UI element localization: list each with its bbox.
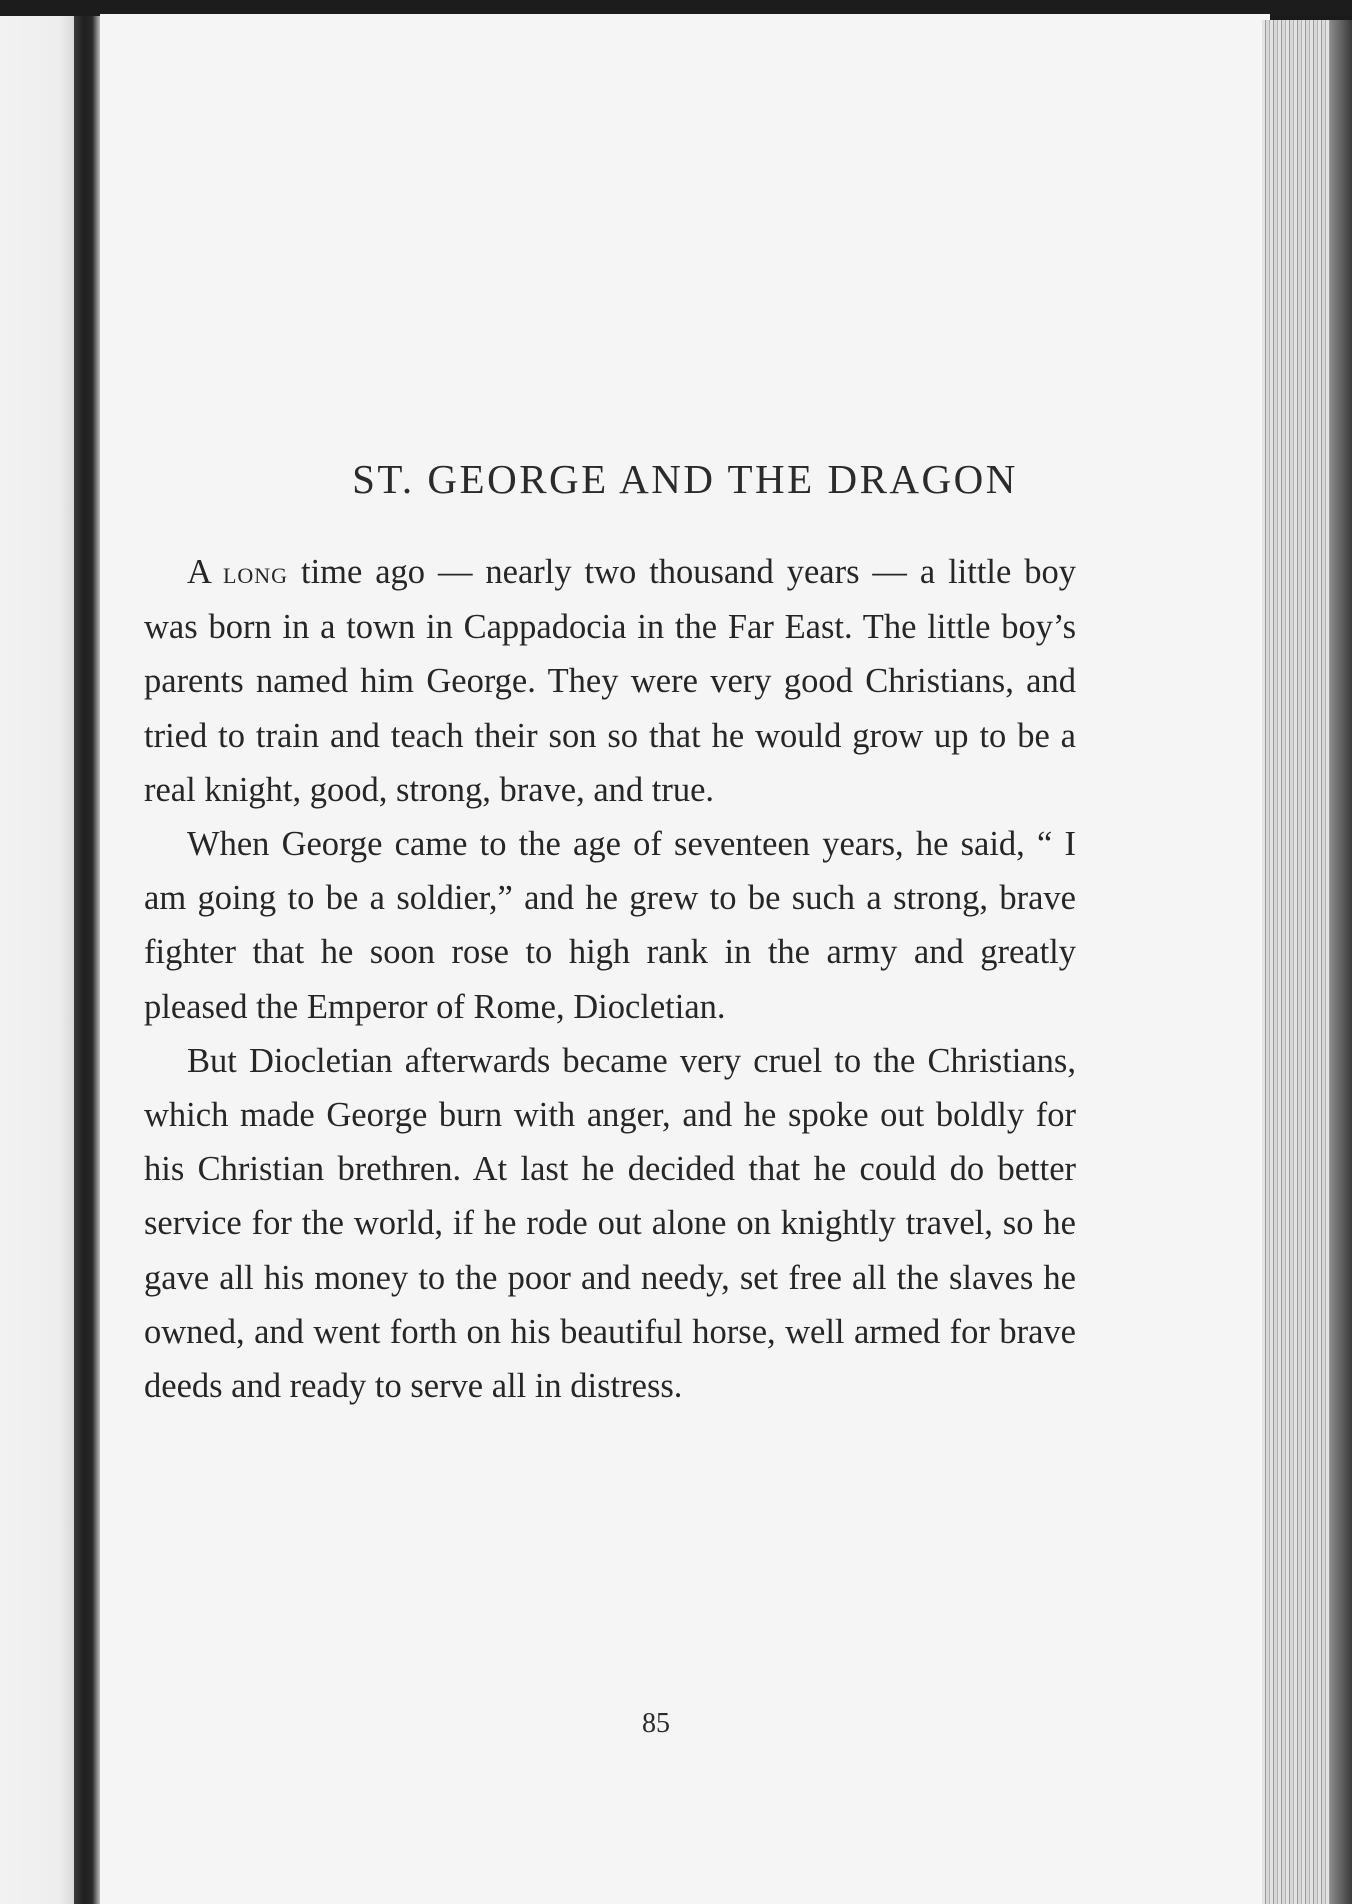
chapter-title: ST. GEORGE AND THE DRAGON bbox=[352, 456, 1018, 502]
paragraph-1 bbox=[144, 545, 1076, 817]
book-gutter bbox=[74, 16, 100, 1904]
facing-page-edge bbox=[0, 16, 74, 1904]
chapter-body bbox=[144, 545, 1076, 1413]
page-edges bbox=[1262, 20, 1352, 1904]
paragraph-1-text: time ago — nearly two thousand years — a little boy was born in a town in Cappadocia in the Far East. The little boy’s parents named him George. They were very good Christians, and tried to train and teach their son so that he would grow up to be a real knight, good, strong, brave, and true. bbox=[144, 553, 1077, 809]
paragraph-2: When George came to the age of seventeen years, he said, “ I am going to be a soldier,” and he grew to be such a strong, brave fighter that he soon rose to high rank in the army and greatly pleased the Emperor of Rome, Diocletian. bbox=[144, 825, 1076, 1026]
paragraph-3: But Diocletian afterwards became very cruel to the Christians, which made George burn with anger, and he spoke out boldly for his Christian brethren. At last he decided that he could do better service for the world, if he rode out alone on knightly travel, so he gave all his money to the poor and needy, set free all the slaves he owned, and went forth on his beautiful horse, well armed for brave deeds and ready to serve all in distress. bbox=[144, 1041, 1076, 1406]
paragraph-1-lead: A bbox=[187, 553, 211, 591]
paragraph-1-smallcaps: long bbox=[222, 555, 289, 590]
page-number: 85 bbox=[642, 1708, 670, 1739]
